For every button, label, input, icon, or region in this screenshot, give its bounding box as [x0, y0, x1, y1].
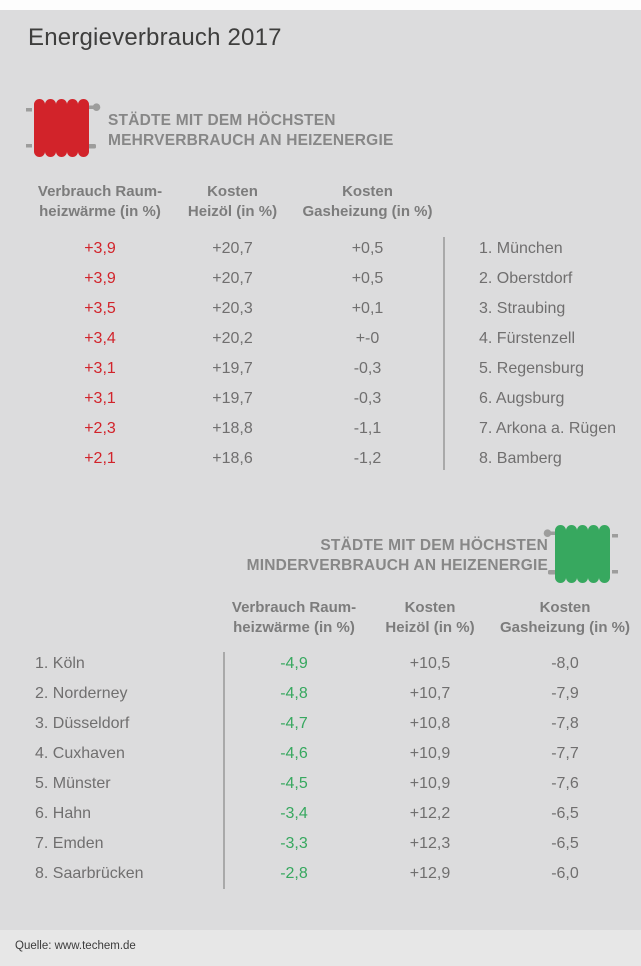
- page-title: Energieverbrauch 2017: [28, 24, 282, 51]
- column-header-line: Kosten: [539, 599, 591, 616]
- cell-verbrauch: -3,4: [280, 805, 308, 822]
- column-header-line: Verbrauch Raum-: [37, 183, 163, 200]
- radiator-icon-green: [543, 524, 618, 584]
- top-strip: [0, 0, 641, 10]
- table-row: [30, 414, 620, 444]
- cell-verbrauch: +3,4: [84, 330, 116, 347]
- column-header-line: Kosten: [342, 183, 393, 200]
- cell-gasheizung: -1,1: [353, 420, 382, 437]
- cell-gasheizung: -7,8: [551, 715, 579, 732]
- cell-verbrauch: -4,6: [280, 745, 308, 762]
- cell-heizoel: +12,3: [409, 835, 451, 852]
- cell-gasheizung: -7,6: [551, 775, 579, 792]
- cell-verbrauch: -4,9: [280, 655, 308, 672]
- table-row: [35, 799, 635, 829]
- cell-heizoel: +10,7: [409, 685, 451, 702]
- table-minderverbrauch: [35, 649, 635, 889]
- city-label: 3. Straubing: [479, 300, 566, 317]
- table-row: [35, 679, 635, 709]
- cell-gasheizung: -8,0: [551, 655, 579, 672]
- city-label: 1. München: [479, 240, 563, 257]
- column-header-line: Kosten: [207, 183, 258, 200]
- cell-heizoel: +12,2: [409, 805, 451, 822]
- city-label: 4. Fürstenzell: [479, 330, 576, 347]
- city-label: 2. Oberstdorf: [479, 270, 573, 287]
- table-row: [35, 829, 635, 859]
- cell-gasheizung: +0,5: [351, 240, 384, 257]
- city-label: 5. Münster: [35, 775, 111, 792]
- cell-gasheizung: -6,5: [551, 835, 579, 852]
- cell-verbrauch: +3,9: [84, 270, 116, 287]
- table-row: [30, 294, 620, 324]
- column-header-heizoel: [170, 182, 295, 222]
- cell-gasheizung: -6,0: [551, 865, 579, 882]
- table-row: [30, 264, 620, 294]
- cell-heizoel: +10,5: [409, 655, 451, 672]
- cell-verbrauch: +3,1: [84, 360, 116, 377]
- table-row: [35, 709, 635, 739]
- city-label: 7. Emden: [35, 835, 104, 852]
- city-label: 2. Norderney: [35, 685, 128, 702]
- cell-heizoel: +18,6: [212, 450, 253, 467]
- column-header-gasheizung: [495, 598, 635, 638]
- cell-verbrauch: -4,5: [280, 775, 308, 792]
- cell-heizoel: +19,7: [212, 360, 253, 377]
- cell-gasheizung: +0,1: [351, 300, 384, 317]
- section-heading-mehrverbrauch: [108, 111, 394, 151]
- radiator-icon-red: [26, 98, 101, 158]
- column-header-line: Kosten: [404, 599, 456, 616]
- cell-verbrauch: +2,3: [84, 420, 116, 437]
- cell-verbrauch: +3,9: [84, 240, 116, 257]
- city-label: 4. Cuxhaven: [35, 745, 125, 762]
- cell-verbrauch: +3,5: [84, 300, 116, 317]
- table-mehrverbrauch: [30, 234, 620, 474]
- city-label: 8. Bamberg: [479, 450, 562, 467]
- city-label: 8. Saarbrücken: [35, 865, 144, 882]
- section-heading-line: STÄDTE MIT DEM HÖCHSTEN: [320, 537, 548, 554]
- city-label: 6. Hahn: [35, 805, 92, 822]
- cell-verbrauch: -4,7: [280, 715, 308, 732]
- column-header-gasheizung: [295, 182, 440, 222]
- column-header-line: Gasheizung (in %): [499, 619, 630, 636]
- cell-heizoel: +20,7: [212, 240, 253, 257]
- column-header-line: Verbrauch Raum-: [231, 599, 357, 616]
- city-label: 6. Augsburg: [479, 390, 565, 407]
- section-heading-line: MINDERVERBRAUCH AN HEIZENERGIE: [246, 557, 548, 574]
- section-heading-minderverbrauch: [247, 536, 548, 576]
- section-heading-line: MEHRVERBRAUCH AN HEIZENERGIE: [108, 132, 394, 149]
- column-header-verbrauch: [30, 182, 170, 222]
- column-header-line: Heizöl (in %): [385, 619, 475, 636]
- cell-gasheizung: -7,7: [551, 745, 579, 762]
- cell-heizoel: +10,9: [409, 745, 451, 762]
- column-header-line: heizwärme (in %): [233, 619, 355, 636]
- cell-verbrauch: -2,8: [280, 865, 308, 882]
- cell-heizoel: +12,9: [409, 865, 451, 882]
- cell-verbrauch: -3,3: [280, 835, 308, 852]
- city-label: 7. Arkona a. Rügen: [479, 420, 616, 437]
- cell-heizoel: +19,7: [212, 390, 253, 407]
- table-row: [35, 859, 635, 889]
- cell-gasheizung: -0,3: [353, 390, 382, 407]
- cell-heizoel: +18,8: [212, 420, 253, 437]
- table-row: [30, 324, 620, 354]
- table-row: [35, 739, 635, 769]
- cell-verbrauch: +2,1: [84, 450, 116, 467]
- city-label: 5. Regensburg: [479, 360, 584, 377]
- cell-heizoel: +20,2: [212, 330, 253, 347]
- section-heading-line: STÄDTE MIT DEM HÖCHSTEN: [108, 112, 336, 129]
- cell-gasheizung: -0,3: [353, 360, 382, 377]
- table-row: [30, 234, 620, 264]
- cell-heizoel: +10,9: [409, 775, 451, 792]
- cell-verbrauch: +3,1: [84, 390, 116, 407]
- cell-gasheizung: -6,5: [551, 805, 579, 822]
- cell-heizoel: +20,3: [212, 300, 253, 317]
- table-row: [35, 769, 635, 799]
- column-header-heizoel: [365, 598, 495, 638]
- city-label: 3. Düsseldorf: [35, 715, 130, 732]
- city-label: 1. Köln: [35, 655, 85, 672]
- source-note: Quelle: www.techem.de: [15, 940, 136, 952]
- cell-gasheizung: -7,9: [551, 685, 579, 702]
- cell-gasheizung: -1,2: [353, 450, 382, 467]
- cell-heizoel: +20,7: [212, 270, 253, 287]
- column-header-verbrauch: [223, 598, 365, 638]
- cell-verbrauch: -4,8: [280, 685, 308, 702]
- cell-gasheizung: +0,5: [351, 270, 384, 287]
- column-header-line: Gasheizung (in %): [302, 203, 433, 220]
- table-row: [30, 444, 620, 474]
- cell-gasheizung: +-0: [355, 330, 380, 347]
- cell-heizoel: +10,8: [409, 715, 451, 732]
- table-row: [30, 384, 620, 414]
- column-header-line: heizwärme (in %): [39, 203, 161, 220]
- column-header-line: Heizöl (in %): [187, 203, 278, 220]
- table-row: [30, 354, 620, 384]
- table-row: [35, 649, 635, 679]
